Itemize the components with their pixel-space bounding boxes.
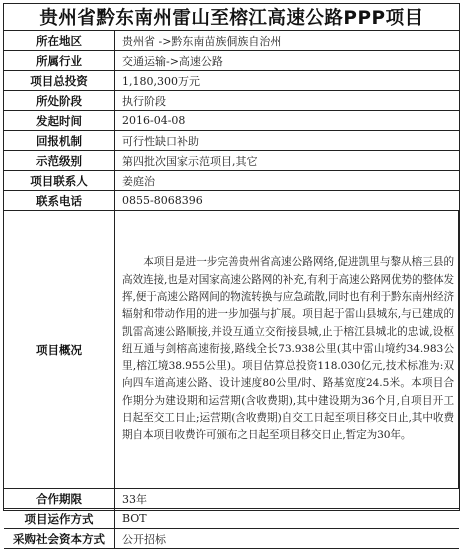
row-label: 回报机制 bbox=[4, 131, 115, 151]
table-row-stage bbox=[4, 91, 459, 111]
table-row-region bbox=[4, 31, 459, 51]
row-label: 项目运作方式 bbox=[4, 509, 115, 529]
row-label: 所处阶段 bbox=[4, 91, 115, 111]
row-label: 所属行业 bbox=[4, 51, 115, 71]
row-label: 项目概况 bbox=[4, 211, 115, 489]
table-row-return-mechanism bbox=[4, 131, 459, 151]
table-row-contact-phone bbox=[4, 191, 459, 211]
row-value: 1,180,300万元 bbox=[115, 71, 459, 91]
row-label: 项目联系人 bbox=[4, 171, 115, 191]
table-row-total-investment bbox=[4, 71, 459, 91]
row-label: 所在地区 bbox=[4, 31, 115, 51]
row-value: 公开招标 bbox=[115, 529, 459, 549]
row-value: 交通运输->高速公路 bbox=[115, 51, 459, 71]
table-row-demonstration-level bbox=[4, 151, 459, 171]
page-title: 贵州省黔东南州雷山至榕江高速公路PPP项目 bbox=[4, 4, 459, 31]
table-row-overview bbox=[4, 211, 459, 489]
table-row-industry bbox=[4, 51, 459, 71]
table-row-cooperation-period bbox=[4, 489, 459, 509]
row-value: 0855-8068396 bbox=[115, 191, 459, 211]
row-label: 采购社会资本方式 bbox=[4, 529, 115, 549]
row-value: BOT bbox=[115, 509, 459, 529]
row-value: 第四批次国家示范项目,其它 bbox=[115, 151, 459, 171]
row-value: 姜庭治 bbox=[115, 171, 459, 191]
row-value: 2016-04-08 bbox=[115, 111, 459, 131]
table-row-operation-mode bbox=[4, 509, 459, 529]
row-label: 联系电话 bbox=[4, 191, 115, 211]
table-row-procurement-method bbox=[4, 529, 459, 549]
project-info-table bbox=[4, 31, 459, 549]
row-value: 可行性缺口补助 bbox=[115, 131, 459, 151]
row-label: 项目总投资 bbox=[4, 71, 115, 91]
row-label: 示范级别 bbox=[4, 151, 115, 171]
row-value: 33年 bbox=[115, 489, 459, 509]
row-value: 贵州省 ->黔东南苗族侗族自治州 bbox=[115, 31, 459, 51]
overview-text: 本项目是进一步完善贵州省高速公路网络,促进凯里与黎从榕三县的高效连接,也是对国家高速公路网的补充,有利于高速公路网优势的整体发挥,便于高速公路网间的物流转换与应急疏散,同时也有利于黔东南州经济辐射和带动作用的进一步加强与扩展。项目起于雷山县城东,与已建成的凯雷高速公路顺接,并设互通立交衔接县城,止于榕江县城北的忠诚,设枢纽互通与剑榕高速衔接,路线全长73.938公里(其中雷山境约34.983公里,榕江境38.955公里)。项目估算总投资118.030亿元,技术标准为:双向四车道高速公路、设计速度80公里/时、路基宽度24.5米。本项目合作期分为建设期和运营期(含收费期),其中建设期为36个月,自项目开工日起至交工日止;运营期(含收费期)自交工日起至项目移交日止,其中收费期自本项目收费许可颁布之日起至项目移交日止,暂定为30年。 bbox=[115, 211, 459, 489]
project-info-card bbox=[3, 3, 460, 546]
table-row-initiation-date bbox=[4, 111, 459, 131]
row-label: 发起时间 bbox=[4, 111, 115, 131]
row-value: 执行阶段 bbox=[115, 91, 459, 111]
row-label: 合作期限 bbox=[4, 489, 115, 509]
table-row-contact-person bbox=[4, 171, 459, 191]
